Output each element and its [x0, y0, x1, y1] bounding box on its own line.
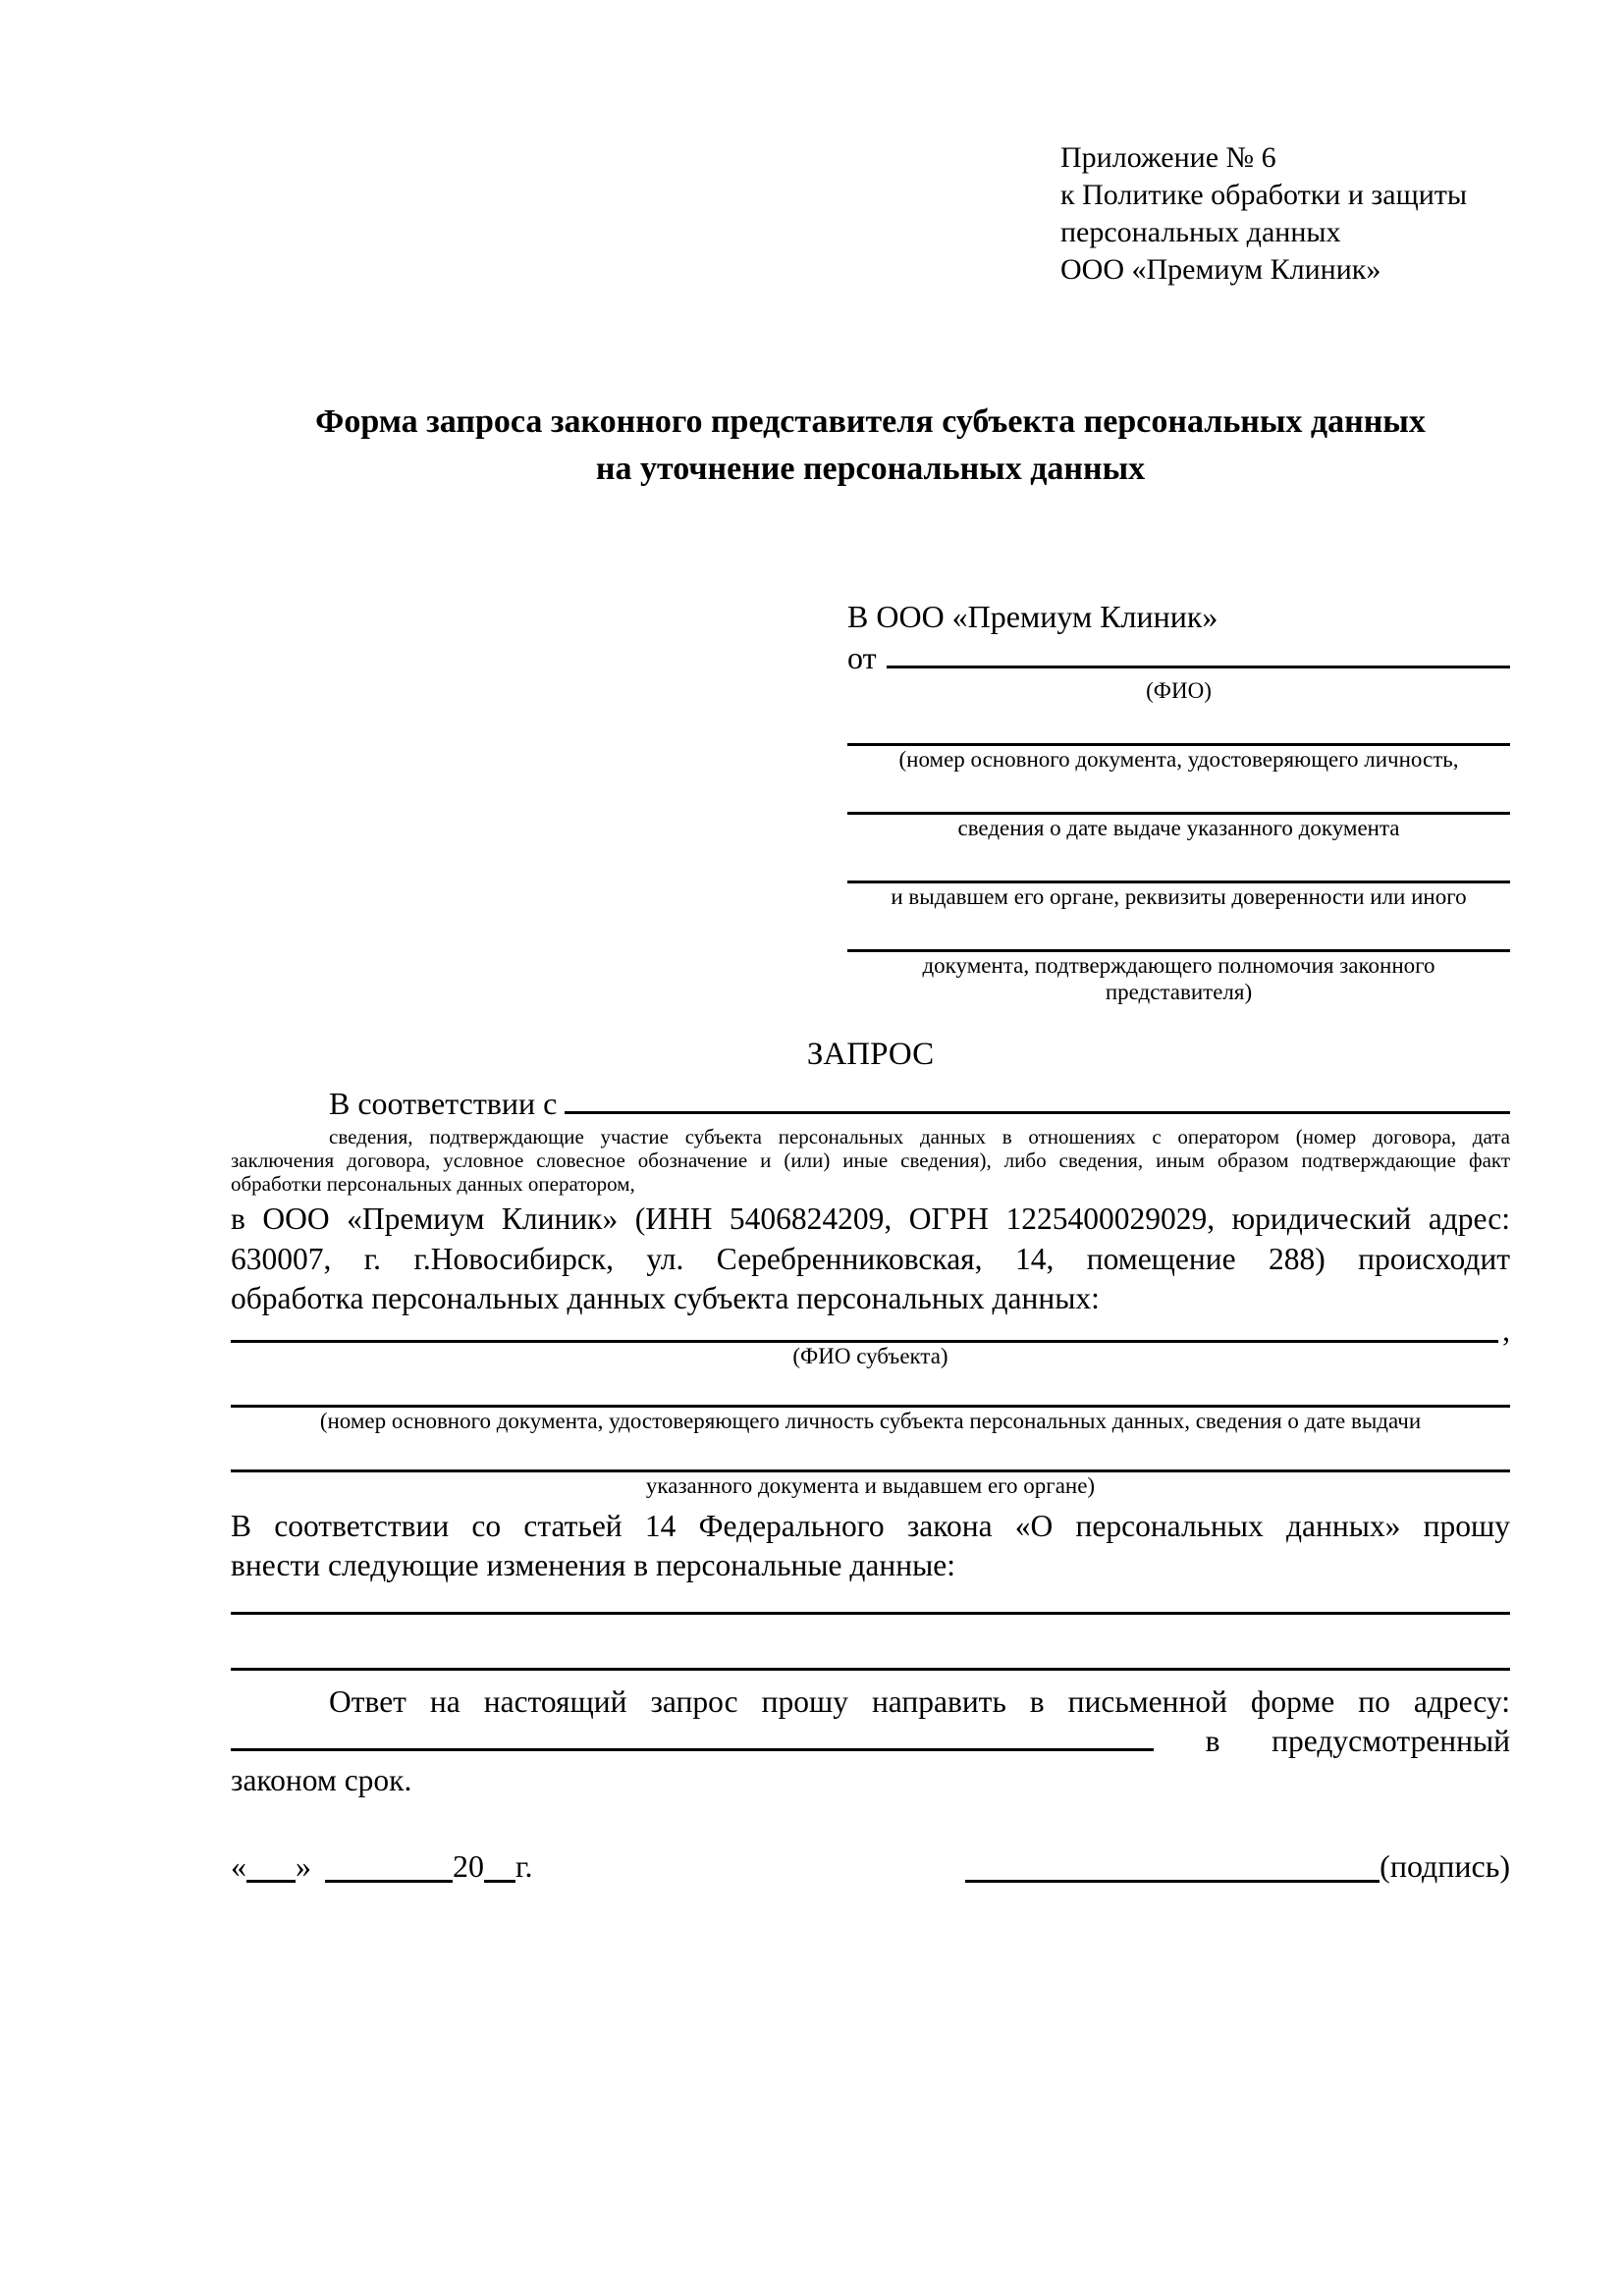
signature-blank: [965, 1846, 1510, 1886]
day-fill-line: [246, 1846, 296, 1883]
appendix-note-line: Приложение № 6: [1060, 141, 1276, 174]
month-fill-line: [325, 1846, 453, 1883]
basis-footnote-line: обработки персональных данных оператором,: [231, 1172, 635, 1196]
quote-open: «: [231, 1847, 246, 1884]
basis-footnote: [231, 1125, 1510, 1196]
blank-form-line: [231, 1369, 1510, 1408]
from-label: от: [847, 640, 877, 675]
year-fill-line: [484, 1846, 515, 1883]
reply-word: в: [1205, 1724, 1220, 1758]
blank-form-line: [231, 1434, 1510, 1472]
addressee-block: [847, 595, 1510, 1005]
reply-address-row: [231, 1722, 1510, 1761]
operator-paragraph-line: в ООО «Премиум Клиник» (ИНН 5406824209, ОГРН 1225400029029, юридический адрес:: [231, 1201, 1510, 1236]
line-caption: сведения о дате выдаче указанного документа: [957, 816, 1400, 840]
line-caption: (номер основного документа, удостоверяющего личность,: [898, 747, 1459, 772]
basis-row: [231, 1082, 1510, 1125]
line-caption: документа, подтверждающего полномочия законного представителя): [922, 953, 1435, 1004]
demand-paragraph-line: внести следующие изменения в персональные данные:: [231, 1548, 955, 1582]
signature-caption: (подпись): [1380, 1847, 1510, 1884]
reply-address-fill-line: [231, 1748, 1154, 1751]
date-signature-row: [231, 1846, 1510, 1886]
blank-form-line: [847, 773, 1510, 815]
appendix-note-line: к Политике обработки и защиты: [1060, 179, 1468, 211]
subject-doc-caption: указанного документа и выдавшем его органе): [645, 1472, 1096, 1498]
appendix-note: [1060, 139, 1510, 289]
operator-paragraph: [231, 1200, 1510, 1319]
reply-paragraph-line: Ответ на настоящий запрос прошу направить в письменной форме по адресу:: [329, 1683, 1510, 1719]
demand-paragraph-line: В соответствии со статьей 14 Федерального закона «О персональных данных» прошу: [231, 1508, 1510, 1543]
subject-fio-row: [231, 1312, 1510, 1348]
year-suffix: г.: [515, 1847, 533, 1884]
request-heading: ЗАПРОС: [806, 1037, 935, 1072]
fio-caption: (ФИО): [1146, 678, 1212, 703]
page-title: [231, 399, 1510, 493]
blank-form-line: [847, 704, 1510, 746]
reply-paragraph: [231, 1682, 1510, 1801]
operator-paragraph-line: 630007, г. г.Новосибирск, ул. Серебренниковская, 14, помещение 288) происходит: [231, 1241, 1510, 1276]
blank-form-line: [847, 841, 1510, 883]
date-blank: [231, 1846, 533, 1886]
page-title-line: на уточнение персональных данных: [595, 451, 1146, 487]
subject-doc-caption: (номер основного документа, удостоверяющего личность субъекта персональных данных, сведения о дате выдачи: [319, 1408, 1422, 1433]
blank-form-line: [231, 1586, 1510, 1615]
signature-fill-line: [965, 1846, 1380, 1883]
from-fill-line: [887, 666, 1510, 668]
subject-fio-comma: ,: [1502, 1312, 1510, 1348]
basis-footnote-line: сведения, подтверждающие участие субъекта персональных данных в отношениях с оператором (номер договора, дата: [329, 1125, 1510, 1148]
reply-word: предусмотренный: [1272, 1724, 1510, 1758]
page-title-line: Форма запроса законного представителя субъекта персональных данных: [315, 403, 1426, 440]
operator-paragraph-line: обработка персональных данных субъекта персональных данных:: [231, 1281, 1100, 1315]
appendix-note-line: персональных данных: [1060, 216, 1341, 248]
basis-label: В соответствии с: [329, 1086, 558, 1121]
line-caption: и выдавшем его органе, реквизиты доверенности или иного: [891, 884, 1467, 909]
basis-footnote-line: заключения договора, условное словесное обозначение и (или) иные сведения), либо сведения, иным образом подтверждающие факт: [231, 1148, 1510, 1172]
appendix-note-line: ООО «Премиум Клиник»: [1060, 253, 1381, 286]
demand-paragraph: [231, 1507, 1510, 1586]
quote-close: »: [296, 1847, 311, 1884]
subject-fio-caption: (ФИО субъекта): [792, 1343, 948, 1368]
basis-fill-line: [565, 1111, 1510, 1114]
addressee-organization: В ООО «Премиум Клиник»: [847, 599, 1218, 634]
from-row: [847, 638, 1510, 677]
blank-form-line: [231, 1615, 1510, 1671]
year-prefix: 20: [453, 1847, 484, 1884]
blank-form-line: [847, 910, 1510, 952]
reply-paragraph-line: законом срок.: [231, 1763, 412, 1797]
